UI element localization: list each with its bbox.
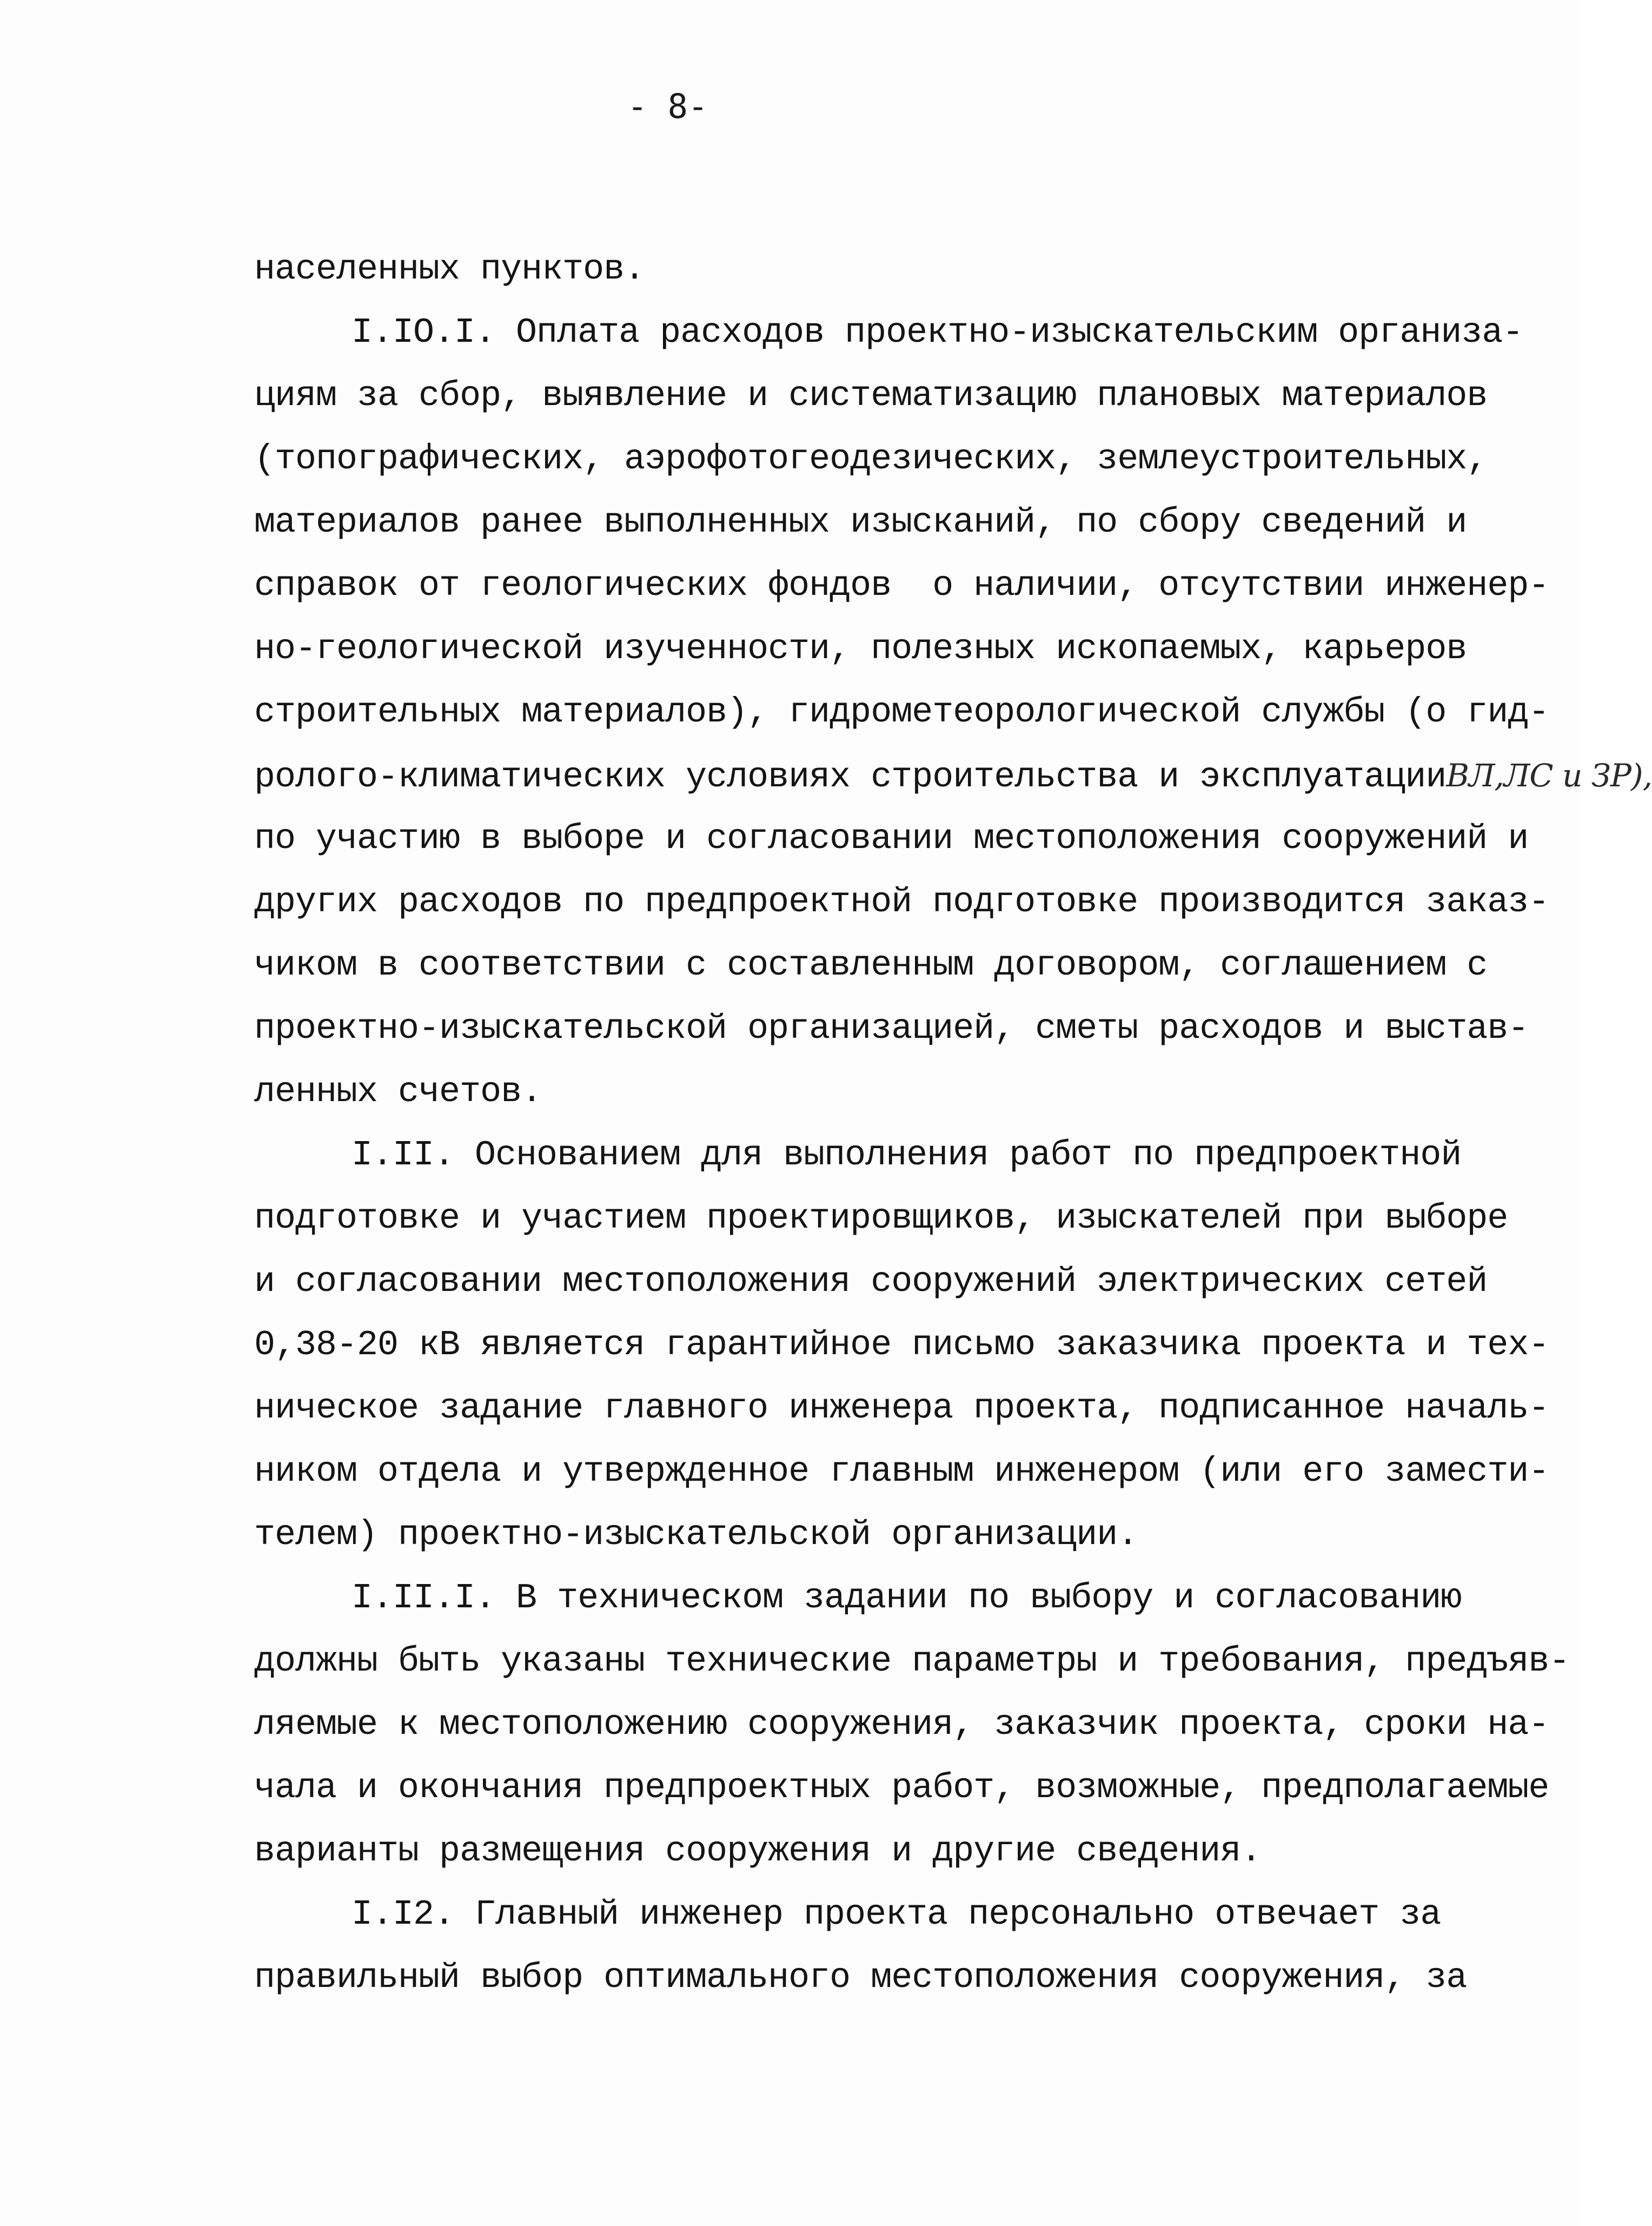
text-line: материалов ранее выполненных изысканий, по сбору сведений и [254,502,1467,542]
typed-text: ролого-климатических условиях строительства и эксплуатации [254,757,1447,797]
text-line: подготовке и участием проектировщиков, изыскателей при выборе [254,1198,1508,1238]
text-line: ляемые к местоположению сооружения, заказчик проекта, сроки на- [254,1705,1549,1745]
text-line: ническое задание главного инженера проекта, подписанное началь- [254,1388,1549,1428]
text-line: населенных пунктов. [254,249,645,289]
text-line: строительных материалов), гидрометеорологической службы (о гид- [254,692,1549,732]
text-line: по участию в выборе и согласовании местоположения сооружений и [254,819,1529,859]
text-line: чиком в соответствии с составленным договором, соглашением с [254,945,1488,985]
text-line: правильный выбор оптимального местоположения сооружения, за [254,1958,1467,1998]
text-line: телем) проектно-изыскательской организации. [254,1515,1138,1555]
text-line: справок от геологических фондов о наличии, отсутствии инженер- [254,566,1549,606]
page-number: - 8- [627,87,708,126]
text-line: чала и окончания предпроектных работ, возможные, предполагаемые [254,1768,1549,1808]
paragraph-1-11-start: I.II. Основанием для выполнения работ по предпроектной [351,1135,1462,1175]
text-line: других расходов по предпроектной подготовке производится заказ- [254,882,1549,922]
text-line-with-annotation [254,744,1652,807]
text-line: ленных счетов. [254,1072,542,1112]
text-line: (топографических, аэрофотогеодезических, землеустроительных, [254,439,1488,479]
body-text [254,238,1652,2010]
text-line: проектно-изыскательской организацией, сметы расходов и выстав- [254,1009,1529,1049]
paragraph-1-12-start: I.I2. Главный инженер проекта персонально отвечает за [351,1894,1441,1935]
text-line: варианты размещения сооружения и другие сведения. [254,1831,1262,1871]
handwritten-annotation: ВЛ,ЛС и ЗР), [1446,757,1652,794]
text-line: но-геологической изученности, полезных ископаемых, карьеров [254,629,1467,669]
text-line: циям за сбор, выявление и систематизацию плановых материалов [254,376,1488,416]
text-line: должны быть указаны технические параметры и требования, предъяв- [254,1641,1570,1681]
paragraph-1-10-1-start: I.IO.I. Оплата расходов проектно-изыскательским организа- [351,313,1523,353]
text-line: 0,38-20 кВ является гарантийное письмо заказчика проекта и тех- [254,1325,1549,1365]
paragraph-1-11-1-start: I.II.I. В техническом задании по выбору и согласованию [351,1578,1462,1618]
text-line: и согласовании местоположения сооружений электрических сетей [254,1262,1488,1302]
text-line: ником отдела и утвержденное главным инженером (или его замести- [254,1452,1549,1492]
